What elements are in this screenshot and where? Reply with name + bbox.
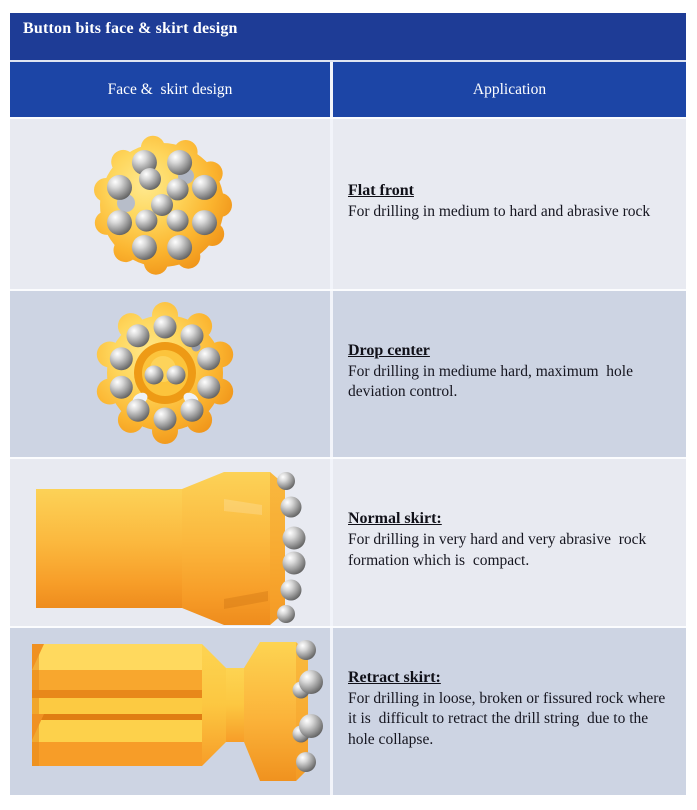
normal-skirt-bit-image xyxy=(10,459,330,626)
table-row-flat-front xyxy=(10,119,686,289)
button-bits-table xyxy=(10,13,686,795)
bit-description: For drilling in medium to hard and abrasive rock xyxy=(348,202,651,220)
flat-front-bit-icon xyxy=(10,119,330,289)
drop-center-bit-image xyxy=(10,291,330,457)
retract-skirt-bit-image xyxy=(10,628,330,795)
bit-description: For drilling in loose, broken or fissured rock where it is difficult to retract the drill string due to the hole collapse. xyxy=(348,689,670,748)
bit-neck xyxy=(202,644,244,766)
table-row-drop-center xyxy=(10,291,686,457)
bit-name: Drop center xyxy=(348,341,430,359)
table-title-text: Button bits face & skirt design xyxy=(23,20,238,37)
column-header-design xyxy=(10,62,330,117)
column-header-application xyxy=(333,62,686,117)
table-row-normal-skirt xyxy=(10,459,686,626)
drop-center-application-cell xyxy=(333,291,686,457)
column-header-design-label: Face & skirt design xyxy=(107,80,233,98)
column-headers xyxy=(10,62,686,117)
bit-name: Flat front xyxy=(348,181,414,199)
bit-body xyxy=(36,472,285,625)
retract-skirt-bit-icon xyxy=(10,628,330,795)
flat-front-bit-image xyxy=(10,119,330,289)
table-title xyxy=(10,13,686,60)
bit-splined-body xyxy=(32,644,202,766)
retract-skirt-application-cell xyxy=(333,628,686,795)
table-row-retract-skirt xyxy=(10,628,686,795)
bit-description: For drilling in very hard and very abrasive rock formation which is compact. xyxy=(348,531,651,569)
bit-name: Normal skirt: xyxy=(348,510,442,528)
normal-skirt-bit-icon xyxy=(10,459,330,626)
column-header-application-label: Application xyxy=(472,80,547,98)
flat-front-application-cell xyxy=(333,119,686,289)
bit-description: For drilling in mediume hard, maximum hole deviation control. xyxy=(348,362,637,400)
normal-skirt-application-cell xyxy=(333,459,686,626)
drop-center-bit-icon xyxy=(10,291,330,457)
bit-name: Retract skirt: xyxy=(348,668,441,686)
